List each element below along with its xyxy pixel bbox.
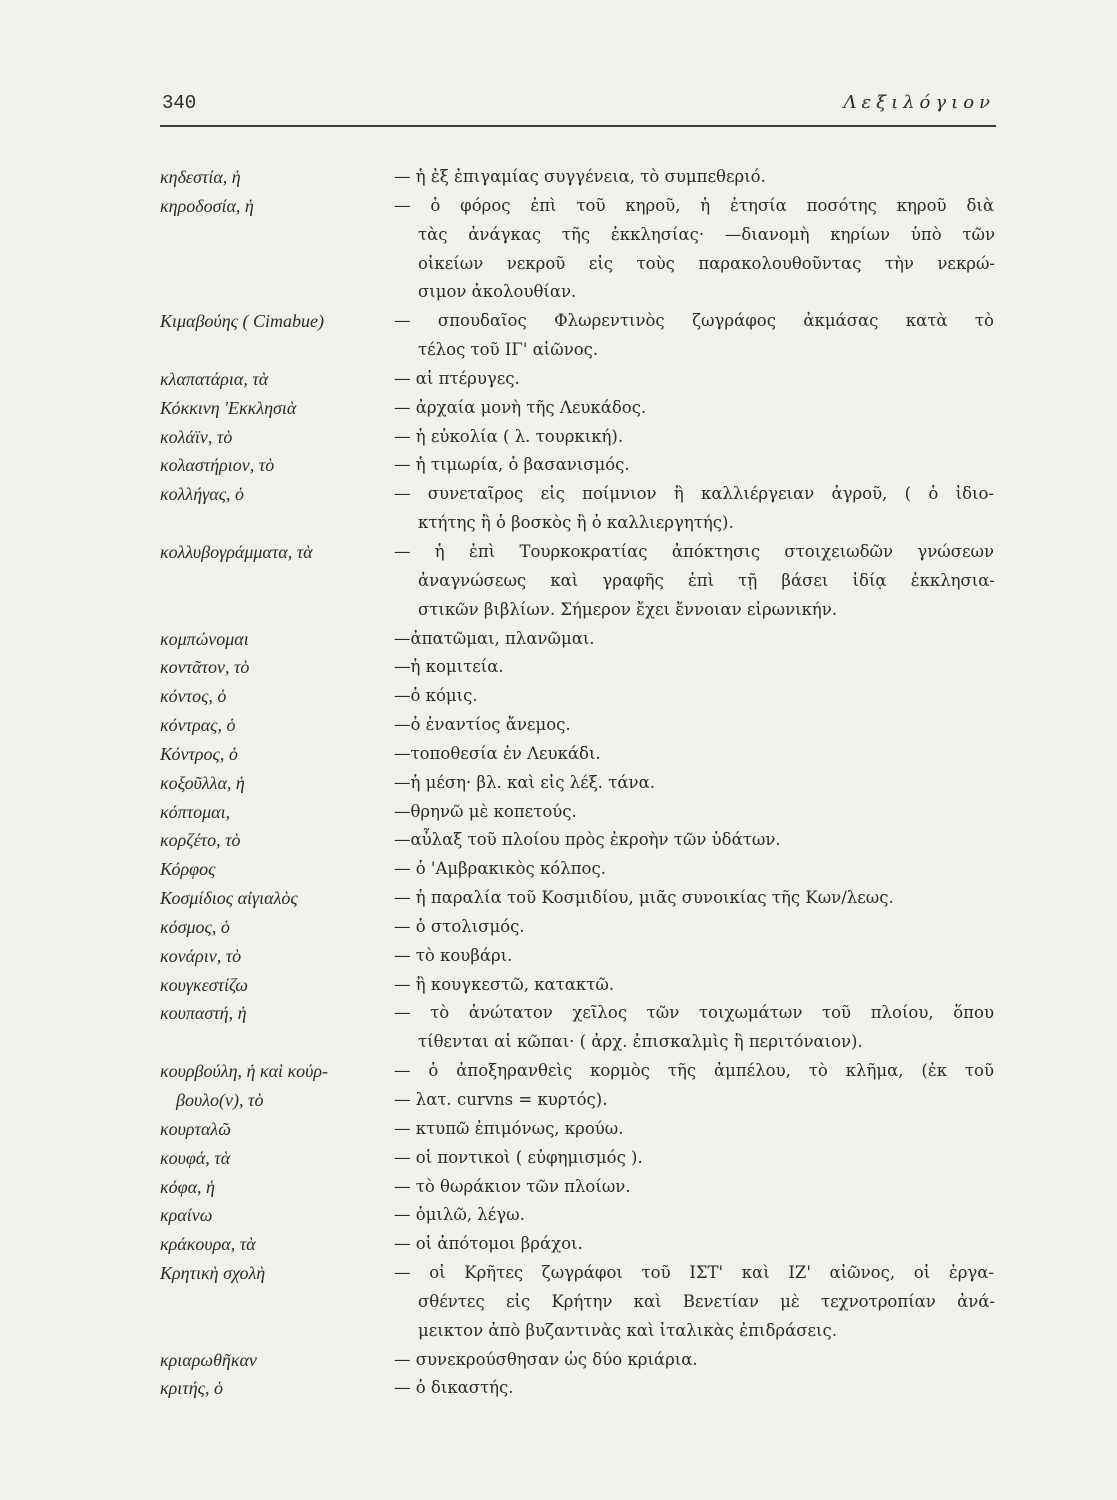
entry-line — [160, 567, 996, 596]
entry-line — [160, 1346, 996, 1375]
entry-definition: — λατ. curvns = κυρτός). — [394, 1090, 608, 1109]
glossary-entry — [160, 451, 996, 480]
entry-line — [160, 653, 996, 682]
entry-definition: —αὖλαξ τοῦ πλοίου πρὸς ἐκροὴν τῶν ὑδάτων. — [394, 830, 781, 850]
entry-definition: τὰς ἀνάγκας τῆς ἐκκλησίας· —διανομὴ κηρίων ὑπὸ τῶν — [418, 224, 995, 244]
entry-definition: ἀναγνώσεως καὶ γραφῆς ἐπὶ τῇ βάσει ἰδίᾳ ἐκκλησια- — [418, 570, 995, 590]
entry-line — [160, 826, 996, 855]
entry-definition: κτήτης ἢ ὁ βοσκὸς ἢ ὁ καλλιεργητής). — [418, 513, 734, 533]
entry-line — [160, 192, 996, 221]
glossary-entry — [160, 625, 996, 654]
entry-definition: — ἀρχαία μονὴ τῆς Λευκάδος. — [394, 397, 647, 417]
glossary-entry — [160, 884, 996, 913]
glossary-entry — [160, 855, 996, 884]
entry-definition: — ἡ τιμωρία, ὁ βασανισμός. — [394, 455, 630, 475]
entry-term: κριαρωθῆκαν — [160, 1349, 257, 1370]
entry-definition: — τὸ θωράκιον τῶν πλοίων. — [394, 1176, 631, 1196]
entry-line — [160, 999, 996, 1028]
glossary-entry — [160, 1115, 996, 1144]
entry-line — [160, 480, 996, 509]
entry-definition: — σπουδαῖος Φλωρεντινὸς ζωγράφος ἀκμάσας κατὰ τὸ — [394, 311, 994, 331]
entry-line — [160, 1230, 996, 1259]
entry-definition: —θρηνῶ μὲ κοπετούς. — [394, 801, 577, 821]
entry-term: κοξοῦλλα, ἡ — [160, 772, 245, 793]
glossary-entry — [160, 163, 996, 192]
entry-definition: οἰκείων νεκροῦ εἰς τοὺς παρακολουθοῦντας τὴν νεκρώ- — [418, 253, 995, 273]
entry-definition: μεικτον ἀπὸ βυζαντινὰς καὶ ἰταλικὰς ἐπιδράσεις. — [418, 1320, 837, 1340]
entry-line — [160, 884, 996, 913]
entry-definition: — αἱ πτέρυγες. — [394, 368, 520, 388]
glossary-entry — [160, 942, 996, 971]
entry-definition: — ἡ ἐπὶ Τουρκοκρατίας ἀπόκτησις στοιχειωδῶν γνώσεων — [394, 541, 994, 561]
entry-line — [160, 1086, 996, 1115]
entry-definition: — ὁ στολισμός. — [394, 916, 525, 936]
entry-line — [160, 1374, 996, 1403]
glossary-entry — [160, 1374, 996, 1403]
entry-definition: — ὁ δικαστής. — [394, 1378, 514, 1398]
entry-line — [160, 625, 996, 654]
entry-definition: — ὁ ἀποξηρανθεὶς κορμὸς τῆς ἀμπέλου, τὸ κλῆμα, (ἐκ τοῦ — [394, 1061, 994, 1081]
page-header — [162, 92, 995, 118]
entry-line — [160, 596, 996, 625]
entry-line — [160, 942, 996, 971]
entry-term: κουρταλῶ — [160, 1118, 231, 1139]
entry-term: Κόρφος — [160, 859, 216, 880]
entry-line — [160, 538, 996, 567]
glossary-entry — [160, 423, 996, 452]
glossary-entry — [160, 1173, 996, 1202]
entry-term: κουρβούλη, ἡ καὶ κούρ- — [160, 1061, 329, 1082]
entry-term: κράκουρα, τὰ — [160, 1234, 256, 1255]
entry-term: Κιμαβούης ( Cimabue) — [160, 311, 324, 332]
entry-term: κουφά, τὰ — [160, 1147, 231, 1168]
entry-line — [160, 1288, 996, 1317]
entry-term: Κόντρος, ὁ — [160, 743, 238, 764]
entry-definition: τέλος τοῦ ΙΓ' αἰῶνος. — [418, 340, 599, 360]
glossary-entry — [160, 798, 996, 827]
glossary-entry — [160, 999, 996, 1057]
glossary-entry — [160, 1057, 996, 1115]
entry-term: κολάϊν, τὸ — [160, 426, 233, 447]
entry-definition: — οἱ ἀπότομοι βράχοι. — [394, 1234, 583, 1254]
entry-line — [160, 682, 996, 711]
glossary-entry — [160, 192, 996, 307]
entry-definition: —ἡ κομιτεία. — [394, 657, 504, 677]
entry-line — [160, 307, 996, 336]
entry-definition: — ὁ 'Αμβρακικὸς κόλπος. — [394, 859, 606, 879]
entry-line — [160, 365, 996, 394]
entry-line — [160, 336, 996, 365]
entry-definition: — τὸ ἀνώτατον χεῖλος τῶν τοιχωμάτων τοῦ πλοίου, ὅπου — [394, 1003, 994, 1023]
entry-definition: — τὸ κουβάρι. — [394, 945, 513, 965]
entry-line — [160, 798, 996, 827]
entry-line — [160, 509, 996, 538]
entry-line — [160, 451, 996, 480]
entry-definition: στικῶν βιβλίων. Σήμερον ἔχει ἔννοιαν εἰρωνικήν. — [418, 599, 838, 619]
entry-definition: — ἡ ἐξ ἐπιγαμίας συγγένεια, τὸ συμπεθεριό. — [394, 167, 766, 186]
entry-line — [160, 913, 996, 942]
entry-line — [160, 221, 996, 250]
entry-line — [160, 250, 996, 279]
entry-term: κόντρας, ὁ — [160, 715, 236, 736]
entry-line — [160, 740, 996, 769]
entry-term: κηροδοσία, ἡ — [160, 195, 254, 216]
entry-term: κριτής, ὁ — [160, 1378, 223, 1399]
glossary-entry — [160, 1144, 996, 1173]
glossary-entry — [160, 711, 996, 740]
glossary-entry — [160, 682, 996, 711]
entry-term: κραίνω — [160, 1205, 213, 1226]
entry-term: κόντος, ὁ — [160, 686, 227, 707]
entry-definition: — ἡ εὐκολία ( λ. τουρκική). — [394, 426, 624, 446]
entry-term: κόπτομαι, — [160, 801, 231, 822]
entry-term: κολαστήριον, τὸ — [160, 455, 275, 476]
glossary-entry — [160, 913, 996, 942]
glossary-entry — [160, 1230, 996, 1259]
glossary-entry — [160, 1201, 996, 1230]
entry-definition: —ἀπατῶμαι, πλανῶμαι. — [394, 628, 595, 648]
entry-term: Κοσμίδιος αἰγιαλὸς — [160, 888, 298, 909]
entry-term: κορζέτο, τὸ — [160, 830, 241, 851]
glossary-entry — [160, 740, 996, 769]
entry-term: κηδεστία, ἡ — [160, 167, 241, 187]
glossary-entry — [160, 826, 996, 855]
entry-definition: — ὁμιλῶ, λέγω. — [394, 1205, 525, 1225]
entry-term: κλαπατάρια, τὰ — [160, 368, 269, 389]
entry-definition: —ἡ μέση· βλ. καὶ εἰς λέξ. τάνα. — [394, 772, 655, 792]
entry-definition: — ὁ φόρος ἐπὶ τοῦ κηροῦ, ἡ ἐτησία ποσότης κηροῦ διὰ — [394, 195, 994, 215]
glossary-entry — [160, 1259, 996, 1346]
entry-line — [160, 1201, 996, 1230]
entry-term: κουγκεστίζω — [160, 974, 249, 995]
glossary-entries — [160, 163, 996, 1403]
running-title: Λεξιλόγιον — [843, 92, 995, 113]
entry-line — [160, 1317, 996, 1346]
entry-definition: — κτυπῶ ἐπιμόνως, κρούω. — [394, 1118, 624, 1138]
entry-term: κοντᾶτον, τὸ — [160, 657, 250, 678]
glossary-entry — [160, 653, 996, 682]
entry-term: κολλήγας, ὁ — [160, 484, 245, 505]
entry-term: Κόκκινη 'Εκκλησιὰ — [160, 397, 297, 418]
entry-term: κόσμος, ὁ — [160, 916, 230, 937]
entry-term: κονάριν, τὸ — [160, 945, 242, 966]
glossary-entry — [160, 971, 996, 1000]
glossary-entry — [160, 769, 996, 798]
entry-line — [160, 855, 996, 884]
entry-term: Κρητικὴ σχολὴ — [160, 1263, 266, 1284]
entry-definition: — ἢ κουγκεστῶ, κατακτῶ. — [394, 974, 615, 994]
entry-definition: —τοποθεσία ἐν Λευκάδι. — [394, 743, 601, 763]
entry-line — [160, 711, 996, 740]
entry-line — [160, 1144, 996, 1173]
entry-line — [160, 1259, 996, 1288]
entry-line — [160, 769, 996, 798]
entry-term: κομπώνομαι — [160, 628, 249, 649]
entry-line — [160, 423, 996, 452]
entry-definition: σιμον ἀκολουθίαν. — [418, 282, 577, 302]
entry-term: βουλο(ν), τὸ — [176, 1090, 264, 1110]
entry-term: κόφα, ἡ — [160, 1176, 215, 1197]
entry-line — [160, 394, 996, 423]
entry-definition: — συνεταῖρος εἰς ποίμνιον ἢ καλλιέργειαν ἀγροῦ, ( ὁ ἰδιο- — [394, 484, 994, 504]
glossary-entry — [160, 538, 996, 625]
entry-definition: σθέντες εἰς Κρήτην καὶ Βενετίαν μὲ τεχνοτροπίαν ἀνά- — [418, 1291, 995, 1311]
entry-line — [160, 1173, 996, 1202]
entry-term: κολλυβογράμματα, τὰ — [160, 541, 313, 562]
page-number: 340 — [162, 92, 197, 114]
entry-line — [160, 163, 996, 192]
entry-definition: — οἱ ποντικοὶ ( εὐφημισμός ). — [394, 1147, 643, 1167]
entry-definition: τίθενται αἱ κῶπαι· ( ἀρχ. ἐπισκαλμὶς ἢ περιτόναιον). — [418, 1032, 863, 1052]
glossary-entry — [160, 365, 996, 394]
entry-definition: — συνεκρούσθησαν ὡς δύο κριάρια. — [394, 1349, 698, 1369]
glossary-entry — [160, 480, 996, 538]
entry-line — [160, 278, 996, 307]
glossary-entry — [160, 394, 996, 423]
entry-definition: —ὁ ἐναντίος ἄνεμος. — [394, 715, 571, 735]
entry-line — [160, 971, 996, 1000]
entry-definition: — οἱ Κρῆτες ζωγράφοι τοῦ ΙΣΤ' καὶ ΙΖ' αἰῶνος, οἱ ἐργα- — [394, 1263, 994, 1283]
entry-term: κουπαστή, ἡ — [160, 1003, 247, 1024]
entry-definition: —ὁ κόμις. — [394, 686, 478, 706]
glossary-entry — [160, 1346, 996, 1375]
header-rule — [160, 125, 996, 127]
entry-line — [160, 1057, 996, 1086]
entry-line — [160, 1028, 996, 1057]
entry-definition: — ἡ παραλία τοῦ Κοσμιδίου, μιᾶς συνοικίας τῆς Κων/λεως. — [394, 888, 894, 908]
entry-line — [160, 1115, 996, 1144]
glossary-entry — [160, 307, 996, 365]
